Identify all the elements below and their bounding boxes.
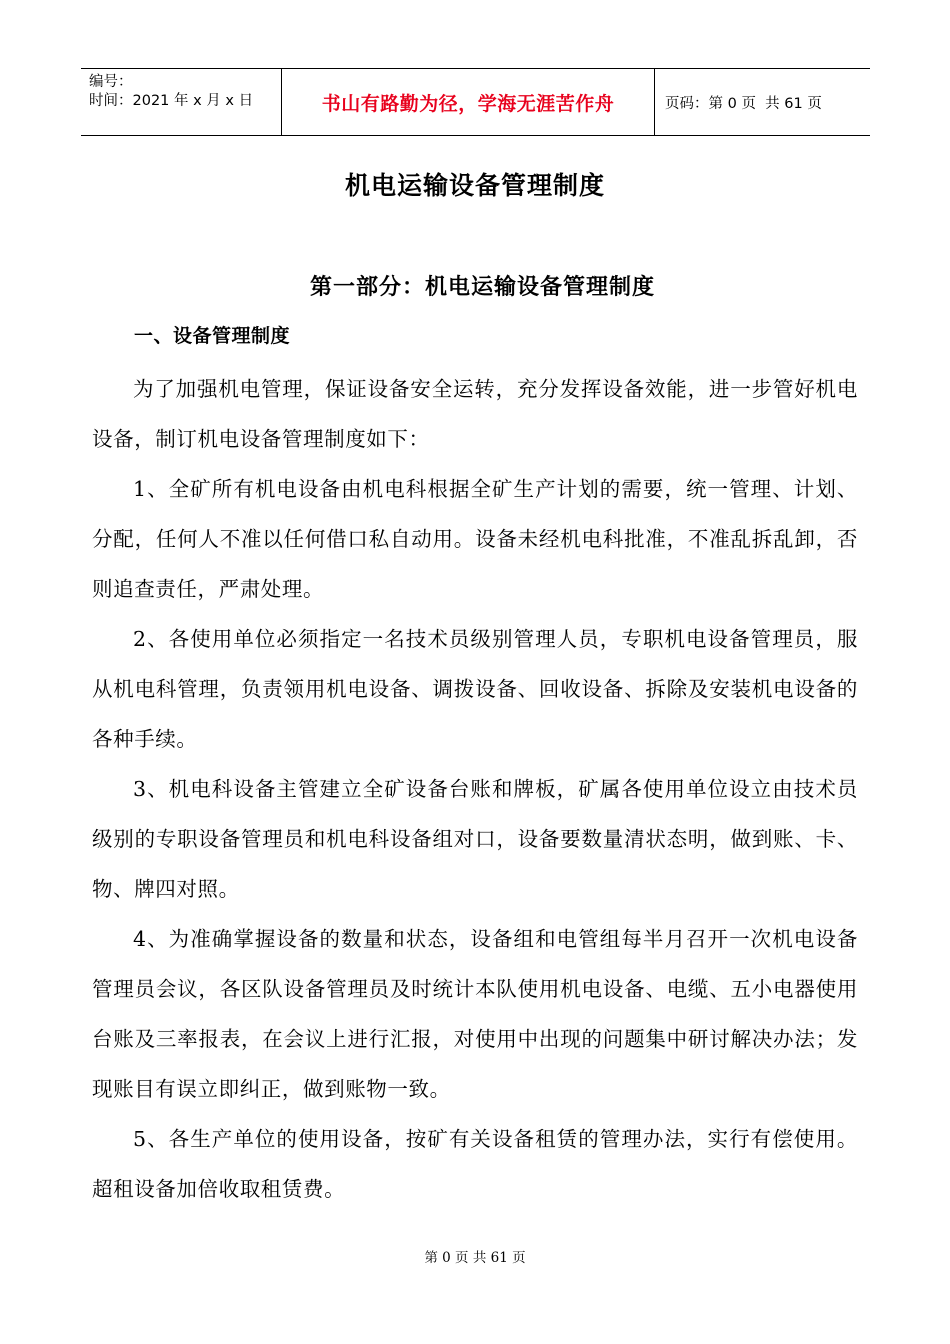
header-motto — [282, 69, 655, 135]
rule-paragraph-4: 4、为准确掌握设备的数量和状态，设备组和电管组每半月召开一次机电设备管理员会议，各区队设备管理员及时统计本队使用机电设备、电缆、五小电器使用台账及三率报表，在会议上进行汇报，对使用中出现的问题集中研讨解决办法；发现账目有误立即纠正，做到账物一致。 — [92, 927, 858, 1101]
header-meta — [81, 69, 282, 135]
rule-paragraph-3: 3、机电科设备主管建立全矿设备台账和牌板，矿属各使用单位设立由技术员级别的专职设备管理员和机电科设备组对口，设备要数量清状态明，做到账、卡、物、牌四对照。 — [92, 777, 858, 901]
page-info-text: 页码：第 0 页 共 61 页 — [665, 95, 822, 112]
rule-paragraph-1: 1、全矿所有机电设备由机电科根据全矿生产计划的需要，统一管理、计划、分配，任何人不准以任何借口私自动用。设备未经机电科批准，不准乱拆乱卸，否则追查责任，严肃处理。 — [92, 477, 858, 601]
section-heading: 一、设备管理制度 — [134, 325, 291, 347]
rule-paragraph-5: 5、各生产单位的使用设备，按矿有关设备租赁的管理办法，实行有偿使用。超租设备加倍收取租赁费。 — [92, 1127, 858, 1201]
part-title: 第一部分：机电运输设备管理制度 — [310, 275, 656, 300]
intro-paragraph: 为了加强机电管理，保证设备安全运转，充分发挥设备效能，进一步管好机电设备，制订机电设备管理制度如下： — [92, 377, 858, 451]
rule-paragraph-2: 2、各使用单位必须指定一名技术员级别管理人员，专职机电设备管理员，服从机电科管理，负责领用机电设备、调拨设备、回收设备、拆除及安装机电设备的各种手续。 — [92, 627, 858, 751]
document-title: 机电运输设备管理制度 — [344, 171, 605, 200]
header-page-info — [655, 69, 870, 135]
motto-text: 书山有路勤为径，学海无涯苦作舟 — [321, 92, 615, 115]
page-footer: 第 0 页 共 61 页 — [424, 1250, 526, 1266]
document-body — [92, 364, 858, 1214]
date-label: 时间：2021 年 x 月 x 日 — [89, 93, 254, 109]
page-header — [81, 68, 870, 136]
serial-number-label: 编号： — [89, 74, 133, 90]
